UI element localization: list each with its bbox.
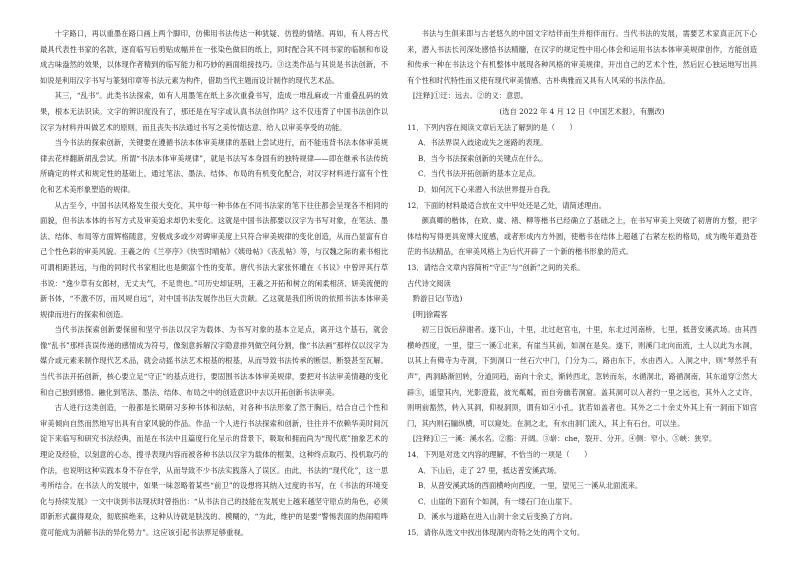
right-paragraph: A．书法界误入歧途或失之迷路的表现。 [417, 138, 548, 148]
right-paragraph: 15．请你从选文中找出体现洞内奇特之处的两个文句。 [407, 528, 585, 537]
left-paragraph: 从古至今，中国书法风格发生很大变化，其中每一种书体在不同书法家的笔下往往都会呈现各不相同的面貌，但书法本体的书写方式及审美追求却仍未变化。这就是中国书法都要以汉字为书写对象，在笔法、墨法、结体、布局等方面辉格随意，穷极成多或少对碑审美度上只符合审美规律的变化创造，从而凸显富有自己个性色彩的审美风貌。王羲之的《兰亭序》《快雪时晴帖》《姨母帖》《丧乱帖》等，与汉魏之际的素书相比可谓相距甚远，与他的同时代书家相比也是颇富个性的变革。唐代书法大家张怀瓘在《书议》中曾评其行草书说：“逸少草有女郎材，无丈夫气，不足贵也。”可历史却证明，王羲之开拓和树立的闲柔相济、妍美流便的新书体，“不激不厉，而风规自远”，对中国书法发展作出巨大贡献。乙这就是我们所说的依照书法本体审美规律而进行的探索和创造。 [40, 200, 388, 319]
right-paragraph: B．从普安溪武场的西面横岭向西度，一里，望见三一溪从北面流来。 [417, 481, 643, 491]
left-paragraph: 十字路口，再以重墨在路口画上两个脚印，仿佛用书法传达一种犹疑、彷徨的情绪。再如，有人将古代最具代表性书家的名款，逐育临写后剪贴成幅并在一张染色做旧的纸上，同时配合其不同书家的临制和布设成古味盎然的效果，以体现作者精到的临写能力和巧妙的画面组接技巧。③这类作品与其说是书法创新，不如说是利用汉字书写与篆刻印章等书法元素为构件，借助当代主题而设计制作的现代艺术品。 [40, 29, 388, 85]
right-paragraph: [明]徐霞客 [412, 309, 448, 319]
left-paragraph: 其三，“乱书”。此类书法探索，如有人用墨笔在纸上多次重叠书写，造成一堆乱麻或一片重叠乱码的效果，根本无法识读。文字的辨识度没有了，那还是在写字或认真书法创作吗？这不仅违背了中国书法创作以汉字为材料并叫做艺术的原则，而且丧失书法通过书写之美传情达意、给人以审美享受的功能。 [40, 91, 388, 132]
right-paragraph: 12．下面的材料最适合放在文中甲处还是乙处，请简述理由。 [407, 200, 607, 210]
left-paragraph: 当今书法的探索创新，关键要在遵循书法本体审美规律的基础上尝试进行，而不能违背书法本体审美规律去花样翻新胡乱尝试。所谓“书法本体审美规律”，就是书法写本身固有的独特规律——即在继承书法传统所确定的样式和规定性的基础上，通过笔法、墨法、结体、布局的有机变化配合，对汉字材料进行富有个性化和艺术美形象塑造的规律。 [40, 138, 388, 194]
right-paragraph: [注释]①三一溪：溪水名。②豁：开阔。③崭：che，裂开、分开。④侧：窄小。⑤峡：狭窄。 [412, 434, 717, 444]
left-paragraph: 当代书法探索创新要保留和坚守书法以汉字为载体、为书写对象的基本立足点，离开这个基石，就会像“乱书”那样丧误传递的感情成为符号，像刻意拆解汉字隐意排列做空间分割，像“书法画”那样仅以汉字为媒介或元素来制作现代艺术品，就会动摇书法艺术根基的根基，从而导致书法传承的断层、断裂甚至瓦解。当代书法开拓创新，核心要立足“守正”的基点进行，要固围书法本体审美规律，要把对书法审美情趣的变化和自己独到感悟、融化到笔法、墨法、结体、布局之中的创造意识中去以开拓创新书法审美。 [40, 325, 388, 397]
right-paragraph: 14．下列是对选文内容的理解，不恰当的一项是（ ） [407, 450, 592, 460]
right-paragraph: 13．请结合文章内容简析“守正”与“创新”之间的关系。 [407, 262, 585, 272]
right-paragraph: 古代诗文阅读 [407, 278, 451, 288]
right-paragraph: (选自 2022 年 4 月 12 日《中国艺术报》，有删改) [499, 106, 665, 116]
right-paragraph: A．下山后，走了 27 里，抵达普安溪武场。 [417, 465, 562, 475]
right-paragraph: C．当代书法开拓创新的基本立足点。 [417, 169, 541, 179]
right-paragraph: 初三日饭后辞谢者。遂下山，十里，北过赵官屯，十里，东北过河南桥，七里，抵普安溪武场。由其西横岭西度，一里，望三一溪①北来，有崖当其前，如洞在是矣。遂下，则溪门北向而流，土人以此为水洞，以其上有佛寺为寺洞，下到洞口一丝石穴中门，门分为二，路由东下，水由西入。入洞之中，则“琴然乎有声”，两洞路渐回转，分道同趋，南向十余丈，渐转西北，忽转而东，水循洞北，路循洞南，其东道穿②然大辟③，遥望其内，光影澄蓝，波光粼粼，而自旁幽若洞窟。盖其洞可以入者约一里之远也，其外入之丈许，则明前豁然，转入其洞，仰视洞顶，谓有如④小孔，犹若如盖者也。其外之二十余丈外其上有一洞而下如宫门，其内则石牖纵横，可以窥处。在洞之北，有水由洞门流入，其上有石台，可以坐。 [407, 325, 757, 428]
right-paragraph: 书法与生俱来即与古老悠久的中国文字结伴而生并相伴而行。当代书法的发展，需要艺术家真正沉下心来，潜入书法长河深处感悟书法精髓，在汉字的规定性中用心体会和运用书法本体审美规律创作，方能创造和传承一种在书法这个有机整体中展现各种风格的审美规律，开出自己的艺术个性，然后匠心独运地写出具有个性和时代特性而又使有现代审美情感、古朴典雅而又具有人风采的书法作品。 [407, 29, 757, 85]
right-column [407, 26, 757, 541]
right-paragraph: D．溪水与道路在进入山洞十余丈后变换了方向。 [417, 512, 578, 522]
right-paragraph: 11．下列内容在阅读文章后无法了解到的是（ ） [407, 122, 577, 132]
left-column [40, 26, 388, 541]
right-paragraph: 颜真卿的楷体，在欧、虞、褚、柳等楷书已经确立了基础之上，在书写审美上突破了初唐的方整，把字体结构写得更具宽博大度感，或者形成内方外圆，使楷书在结体上超越了右紧左松的格局，成为晚年遒劲苍茫的书法精品，在审美风格上为后代开辟了一个新的楷书形象的范式。 [407, 216, 757, 257]
right-paragraph: [注释]①迂：远去。②的义：意思。 [412, 91, 528, 101]
right-paragraph: 黔游日记(节选) [412, 294, 463, 304]
right-paragraph: D．如何沉下心来潜入书法世界提升自我。 [417, 184, 556, 194]
right-paragraph: C．山崖的下面有个如洞，有一缕石门在山崖下。 [417, 496, 577, 506]
left-paragraph: 古人进行这类创造，一般都是长期研习多种书体和法帖，对各种书法形象了然于胸后，结合自己个性和审美倾向自然而然地写出具有自家风貌的作品。作品一个人进行书法探索和创新，往往并不依赖华美时间沉淀下来临写和研究书法经典，而是在书法中且篇度行化呈示的背景下，吸取和拥而尚为“现代底”抽象艺术的理论及经验，以刻意的心态，搜寻表现内容而被各种书法以汉字为载体的框架，这种终点取巧、投机取巧的作法，也说明这种实践本身不存在学，从而导致不少书法实践落入了误区。由此，书法的“现代化”，这一思考所结合。在书法人的发展中，如果一味忽略着某些“前卫”的设想将其纳入过度的书写，在《书法的环境变化与持续发展》一文中谈到书法现状时曾指出：“从书法自己的技能在发展史上越来越坚守原点的角色，必须即新形式赢得观众，彻底摈绝来，这种从诗就是肤浅的、模糊的，“为此，维护的是要“警惕表面的热闹喧哗竟可能成为消解书法的异化势力”。这应该引起书法界足够重视。 [40, 403, 388, 537]
right-paragraph: B．当今书法探索创新的关键点在什么。 [417, 153, 548, 163]
